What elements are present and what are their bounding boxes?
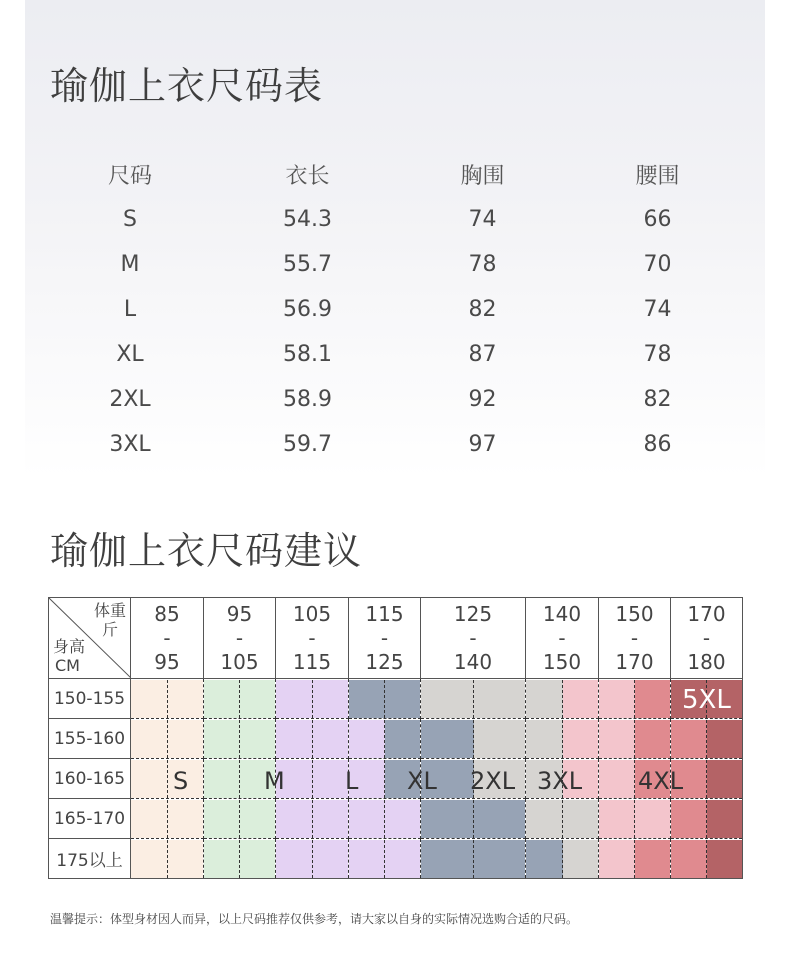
- corner-weight-label: 体重: [93, 601, 126, 620]
- weight-header-row: [49, 598, 743, 679]
- size-cell: S: [123, 207, 137, 232]
- size-fill-3xl: [599, 760, 635, 798]
- length-cell: 56.9: [283, 297, 332, 322]
- weight-cell: [131, 759, 204, 799]
- size-fill-3xl: [599, 680, 635, 718]
- weight-range-header: [526, 598, 599, 679]
- weight-range-from: 85: [154, 602, 180, 626]
- size-fill-l: [349, 720, 385, 758]
- weight-cell: [204, 679, 276, 719]
- height-row: [49, 719, 743, 759]
- size-fill-4xl: [635, 680, 670, 718]
- size-fill-s: [131, 680, 168, 718]
- size-fill-4xl: [671, 800, 707, 838]
- weight-cell: [131, 679, 204, 719]
- size-fill-2xl: [526, 680, 563, 718]
- size-fill-m: [240, 840, 275, 878]
- header-waist: 腰围: [635, 164, 680, 189]
- weight-cell: [349, 799, 421, 839]
- weight-range-from: 115: [365, 602, 404, 626]
- weight-range-dash: -: [469, 626, 477, 650]
- size-fill-m: [204, 760, 240, 798]
- waist-cell: 78: [643, 342, 672, 367]
- weight-range-dash: -: [308, 626, 316, 650]
- weight-cell: [526, 839, 599, 879]
- header-bust: 胸围: [460, 164, 505, 189]
- weight-cell: [526, 719, 599, 759]
- size-fill-xl: [349, 680, 385, 718]
- waist-cell: 70: [643, 252, 672, 277]
- size-fill-l: [313, 800, 349, 838]
- weight-cell: [276, 719, 349, 759]
- size-fill-5xl: [707, 840, 742, 878]
- weight-cell: [671, 719, 743, 759]
- weight-range-dash: -: [235, 626, 244, 650]
- waist-cell: 66: [643, 207, 672, 232]
- size-row: [40, 242, 745, 287]
- weight-cell: [421, 679, 526, 719]
- size-fill-4xl: [635, 840, 670, 878]
- size-fill-m: [240, 720, 275, 758]
- size-cell: M: [120, 252, 140, 277]
- height-range-label: 175以上: [49, 839, 131, 879]
- size-fill-xl: [526, 840, 563, 878]
- weight-cell: [276, 679, 349, 719]
- weight-range-from: 105: [292, 602, 332, 626]
- size-fill-xl: [474, 840, 526, 878]
- weight-range-to: 180: [687, 650, 726, 674]
- bust-cell: 97: [468, 432, 497, 457]
- weight-range-from: 140: [542, 602, 582, 626]
- size-cell: 2XL: [109, 387, 151, 412]
- size-fill-s: [131, 720, 168, 758]
- weight-range-dash: -: [380, 626, 389, 650]
- bust-cell: 78: [468, 252, 497, 277]
- weight-cell: [131, 799, 204, 839]
- bust-cell: 92: [468, 387, 497, 412]
- size-fill-l: [349, 840, 385, 878]
- size-fill-5xl: [707, 720, 742, 758]
- size-label-3xl: 3XL: [537, 767, 583, 795]
- weight-range-header: [204, 598, 276, 679]
- weight-range-header: [599, 598, 671, 679]
- size-fill-3xl: [599, 800, 635, 838]
- header-size: 尺码: [107, 164, 152, 189]
- weight-cell: [671, 839, 743, 879]
- size-label-5xl: 5XL: [682, 685, 731, 715]
- size-fill-2xl: [474, 680, 526, 718]
- weight-range-from: 150: [615, 602, 654, 626]
- tip-text: 温馨提示：体型身材因人而异，以上尺码推荐仅供参考，请大家以自身的实际情况选购合适的尺码。: [50, 912, 579, 926]
- size-fill-l: [276, 800, 313, 838]
- weight-cell: [599, 839, 671, 879]
- weight-cell: [204, 719, 276, 759]
- weight-cell: [599, 719, 671, 759]
- size-cell: 3XL: [109, 432, 151, 457]
- size-fill-l: [276, 720, 313, 758]
- size-row: [40, 287, 745, 332]
- size-fill-3xl: [563, 680, 599, 718]
- weight-cell: [526, 679, 599, 719]
- size-fill-2xl: [526, 800, 563, 838]
- size-fill-xl: [421, 800, 474, 838]
- size-row: [40, 422, 745, 467]
- size-fill-m: [240, 800, 275, 838]
- size-fill-l: [313, 760, 349, 798]
- size-fill-3xl: [635, 800, 670, 838]
- size-fill-s: [131, 760, 168, 798]
- size-fill-4xl: [671, 720, 707, 758]
- height-range-label: 150-155: [49, 679, 131, 719]
- weight-cell: [204, 799, 276, 839]
- corner-height-label: 身高: [53, 637, 86, 656]
- weight-range-dash: -: [630, 626, 639, 650]
- size-fill-xl: [421, 720, 474, 758]
- size-fill-l: [313, 680, 349, 718]
- size-fill-s: [168, 720, 204, 758]
- weight-cell: [349, 839, 421, 879]
- size-label-4xl: 4XL: [638, 767, 684, 795]
- weight-range-to: 140: [453, 650, 493, 674]
- bust-cell: 87: [468, 342, 497, 367]
- size-fill-xl: [385, 720, 420, 758]
- weight-range-header: [349, 598, 421, 679]
- length-cell: 59.7: [283, 432, 332, 457]
- size-fill-s: [131, 840, 168, 878]
- bust-cell: 74: [468, 207, 497, 232]
- size-fill-m: [204, 720, 240, 758]
- size-fill-s: [131, 800, 168, 838]
- weight-cell: [599, 679, 671, 719]
- size-fill-xl: [385, 680, 420, 718]
- size-fill-m: [204, 800, 240, 838]
- size-row: [40, 332, 745, 377]
- corner-cell: [49, 598, 131, 679]
- size-fill-m: [240, 680, 275, 718]
- length-cell: 54.3: [283, 207, 332, 232]
- weight-range-header: [421, 598, 526, 679]
- bust-cell: 82: [468, 297, 497, 322]
- size-label-m: M: [264, 767, 285, 795]
- size-fill-xl: [421, 840, 474, 878]
- size-fill-3xl: [599, 720, 635, 758]
- weight-cell: [131, 839, 204, 879]
- height-row: [49, 679, 743, 719]
- size-fill-3xl: [599, 840, 635, 878]
- weight-cell: [349, 679, 421, 719]
- weight-range-to: 105: [220, 650, 259, 674]
- size-fill-4xl: [635, 720, 670, 758]
- size-fill-4xl: [671, 840, 707, 878]
- weight-range-header: [671, 598, 743, 679]
- waist-cell: 86: [643, 432, 672, 457]
- size-fill-s: [168, 800, 204, 838]
- height-row: [49, 839, 743, 879]
- weight-range-dash: -: [558, 626, 566, 650]
- size-chart-header-row: [40, 152, 745, 197]
- size-fill-2xl: [563, 800, 599, 838]
- size-fill-l: [313, 840, 349, 878]
- size-fill-l: [349, 800, 385, 838]
- size-fill-5xl: [707, 760, 742, 798]
- size-fill-m: [204, 680, 240, 718]
- size-fill-l: [385, 800, 420, 838]
- waist-cell: 82: [643, 387, 672, 412]
- height-range-label: 155-160: [49, 719, 131, 759]
- size-fill-m: [204, 840, 240, 878]
- weight-cell: [599, 799, 671, 839]
- size-fill-xl: [474, 800, 526, 838]
- size-label-l: L: [345, 767, 359, 795]
- weight-cell: [276, 759, 349, 799]
- weight-cell: [131, 719, 204, 759]
- size-recommend-title: 瑜伽上衣尺码建议: [50, 529, 363, 573]
- weight-range-header: [276, 598, 349, 679]
- weight-range-to: 125: [365, 650, 404, 674]
- length-cell: 55.7: [283, 252, 332, 277]
- weight-cell: [421, 719, 526, 759]
- size-fill-l: [313, 720, 349, 758]
- length-cell: 58.1: [283, 342, 332, 367]
- weight-cell: [204, 839, 276, 879]
- weight-range-to: 150: [542, 650, 582, 674]
- size-fill-s: [168, 680, 204, 718]
- size-row: [40, 377, 745, 422]
- waist-cell: 74: [643, 297, 672, 322]
- recommend-table: [48, 597, 743, 879]
- weight-range-from: 125: [453, 602, 493, 626]
- weight-range-dash: -: [702, 626, 711, 650]
- size-cell: L: [123, 297, 137, 322]
- weight-cell: [349, 719, 421, 759]
- size-chart-table: [40, 152, 745, 467]
- size-label-s: S: [173, 767, 189, 795]
- weight-range-to: 95: [154, 650, 180, 674]
- size-fill-2xl: [474, 720, 526, 758]
- size-label-2xl: 2XL: [470, 767, 516, 795]
- weight-range-to: 115: [292, 650, 332, 674]
- size-fill-2xl: [421, 680, 474, 718]
- size-recommend-grid: [48, 597, 742, 878]
- size-row: [40, 197, 745, 242]
- size-cell: XL: [116, 342, 144, 367]
- size-fill-3xl: [563, 720, 599, 758]
- height-range-label: 160-165: [49, 759, 131, 799]
- corner-weight-unit: 斤: [101, 620, 118, 639]
- weight-cell: [671, 799, 743, 839]
- weight-range-dash: -: [163, 626, 171, 650]
- weight-range-header: [131, 598, 204, 679]
- weight-cell: [421, 839, 526, 879]
- weight-cell: [421, 799, 526, 839]
- size-fill-l: [276, 840, 313, 878]
- weight-cell: [276, 839, 349, 879]
- weight-cell: [276, 799, 349, 839]
- size-label-xl: XL: [407, 767, 437, 795]
- corner-height-unit: CM: [55, 656, 80, 675]
- header-length: 衣长: [285, 164, 330, 189]
- weight-range-to: 170: [615, 650, 654, 674]
- size-fill-2xl: [563, 840, 599, 878]
- size-fill-l: [276, 680, 313, 718]
- size-fill-s: [168, 840, 204, 878]
- weight-cell: [526, 799, 599, 839]
- size-fill-l: [385, 840, 420, 878]
- height-row: [49, 799, 743, 839]
- size-chart-title: 瑜伽上衣尺码表: [50, 64, 324, 108]
- size-fill-5xl: [707, 800, 742, 838]
- length-cell: 58.9: [283, 387, 332, 412]
- size-fill-2xl: [526, 720, 563, 758]
- weight-range-from: 170: [687, 602, 726, 626]
- height-range-label: 165-170: [49, 799, 131, 839]
- weight-range-from: 95: [226, 602, 253, 626]
